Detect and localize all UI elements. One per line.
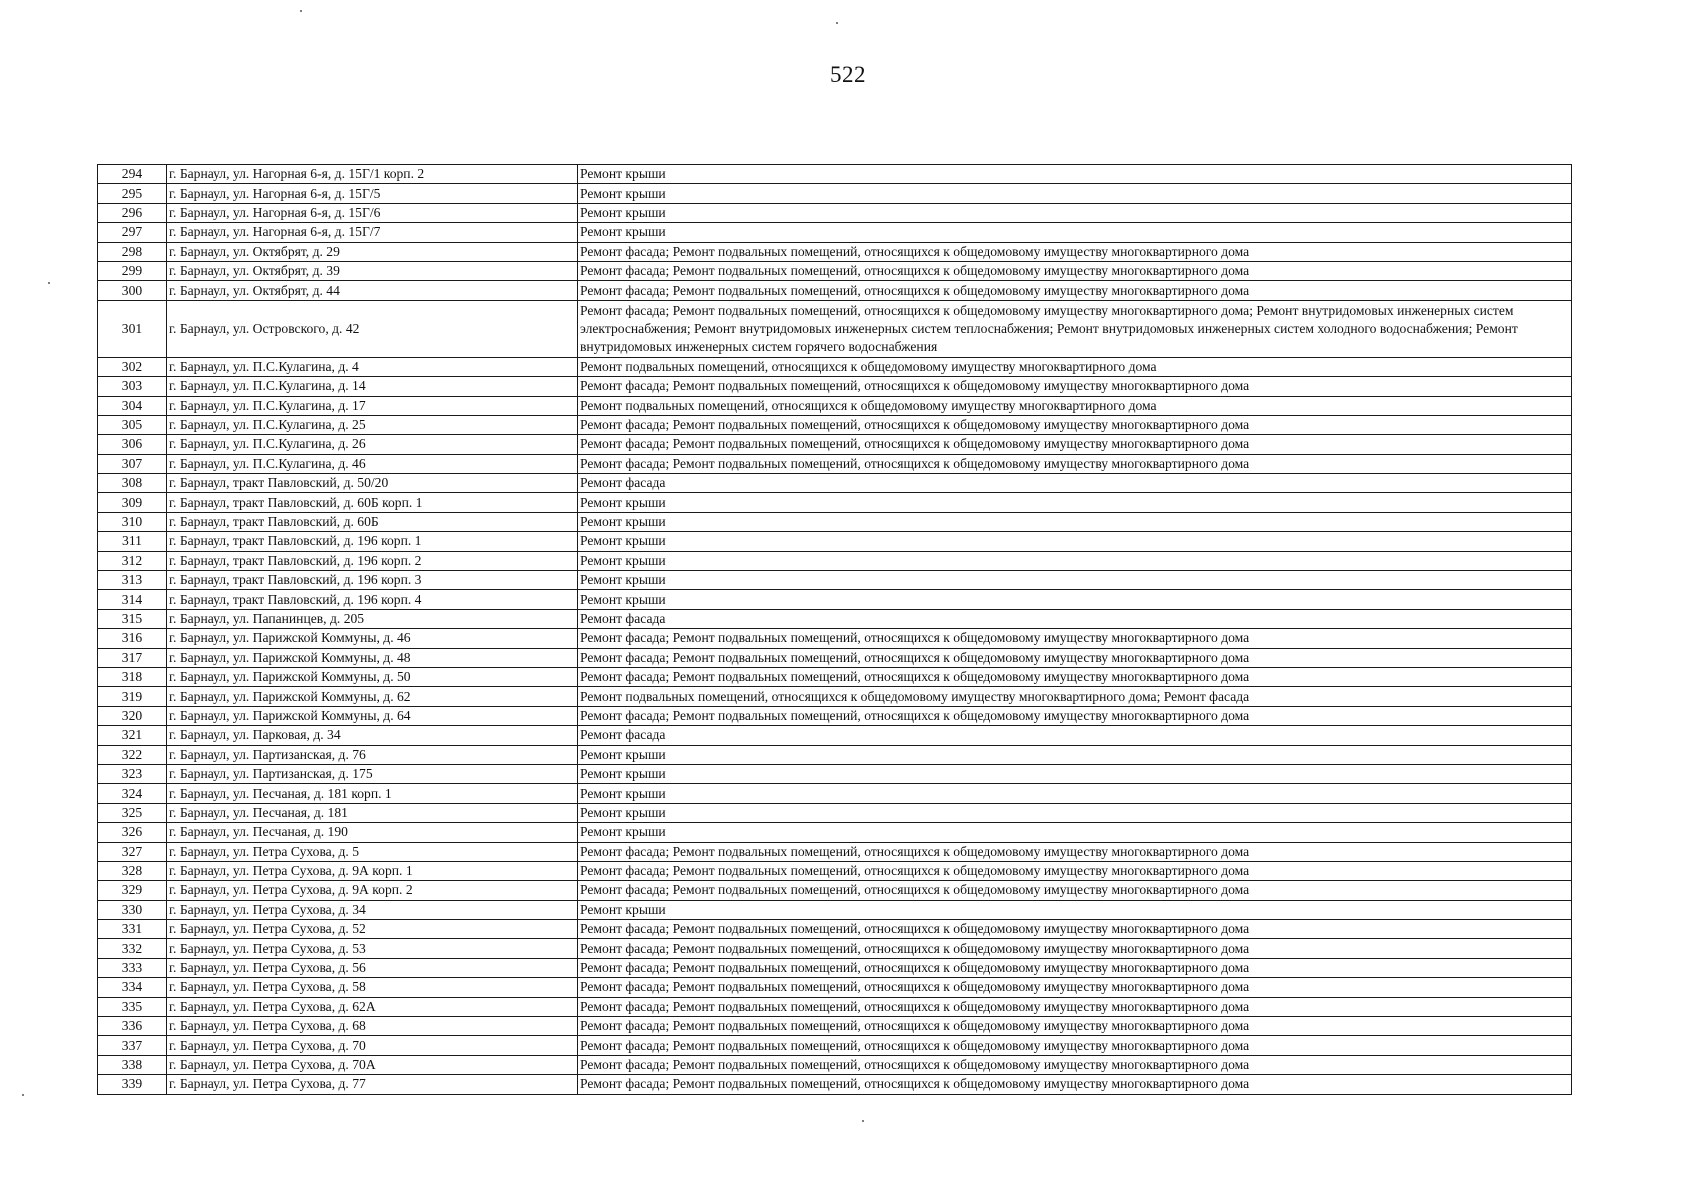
work-type-cell: Ремонт фасада; Ремонт подвальных помещений, относящихся к общедомовому имуществу многоквартирного дома; Ремонт внутридомовых инженерных систем электроснабжения; Ремонт внутридомовых инженерных систем теплоснабжения; Ремонт внутридомовых инженерных систем холодного водоснабжения; Ремонт внутридомовых инженерных систем горячего водоснабжения bbox=[578, 300, 1572, 357]
address-cell: г. Барнаул, ул. Петра Сухова, д. 52 bbox=[167, 920, 578, 939]
work-type-cell: Ремонт крыши bbox=[578, 493, 1572, 512]
table-row bbox=[98, 377, 1572, 396]
address-cell: г. Барнаул, ул. Петра Сухова, д. 9А корп. 2 bbox=[167, 881, 578, 900]
table-row bbox=[98, 242, 1572, 261]
address-cell: г. Барнаул, ул. Парижской Коммуны, д. 46 bbox=[167, 629, 578, 648]
address-cell: г. Барнаул, ул. Парижской Коммуны, д. 48 bbox=[167, 648, 578, 667]
table-row bbox=[98, 745, 1572, 764]
row-number-cell: 322 bbox=[98, 745, 167, 764]
table-row bbox=[98, 861, 1572, 880]
table-row bbox=[98, 764, 1572, 783]
row-number-cell: 320 bbox=[98, 706, 167, 725]
row-number-cell: 325 bbox=[98, 803, 167, 822]
work-type-cell: Ремонт фасада; Ремонт подвальных помещений, относящихся к общедомовому имуществу многоквартирного дома bbox=[578, 958, 1572, 977]
table-row bbox=[98, 300, 1572, 357]
row-number-cell: 324 bbox=[98, 784, 167, 803]
row-number-cell: 326 bbox=[98, 823, 167, 842]
work-type-cell: Ремонт крыши bbox=[578, 512, 1572, 531]
table-row bbox=[98, 203, 1572, 222]
table-row bbox=[98, 223, 1572, 242]
work-type-cell: Ремонт фасада; Ремонт подвальных помещений, относящихся к общедомовому имуществу многоквартирного дома bbox=[578, 920, 1572, 939]
row-number-cell: 337 bbox=[98, 1036, 167, 1055]
table-row bbox=[98, 687, 1572, 706]
work-type-cell: Ремонт фасада; Ремонт подвальных помещений, относящихся к общедомовому имуществу многоквартирного дома bbox=[578, 629, 1572, 648]
table-row bbox=[98, 1036, 1572, 1055]
row-number-cell: 329 bbox=[98, 881, 167, 900]
address-cell: г. Барнаул, ул. П.С.Кулагина, д. 46 bbox=[167, 454, 578, 473]
work-type-cell: Ремонт фасада; Ремонт подвальных помещений, относящихся к общедомовому имуществу многоквартирного дома bbox=[578, 648, 1572, 667]
address-cell: г. Барнаул, ул. Парижской Коммуны, д. 50 bbox=[167, 667, 578, 686]
work-type-cell: Ремонт фасада; Ремонт подвальных помещений, относящихся к общедомовому имуществу многоквартирного дома bbox=[578, 435, 1572, 454]
work-type-cell: Ремонт фасада; Ремонт подвальных помещений, относящихся к общедомовому имуществу многоквартирного дома bbox=[578, 242, 1572, 261]
address-cell: г. Барнаул, ул. П.С.Кулагина, д. 14 bbox=[167, 377, 578, 396]
table-row bbox=[98, 493, 1572, 512]
row-number-cell: 294 bbox=[98, 165, 167, 184]
register-body bbox=[98, 165, 1572, 1095]
table-row bbox=[98, 435, 1572, 454]
work-type-cell: Ремонт крыши bbox=[578, 745, 1572, 764]
address-cell: г. Барнаул, ул. Нагорная 6-я, д. 15Г/5 bbox=[167, 184, 578, 203]
row-number-cell: 332 bbox=[98, 939, 167, 958]
address-cell: г. Барнаул, ул. Партизанская, д. 76 bbox=[167, 745, 578, 764]
row-number-cell: 301 bbox=[98, 300, 167, 357]
address-cell: г. Барнаул, тракт Павловский, д. 60Б bbox=[167, 512, 578, 531]
address-cell: г. Барнаул, ул. Петра Сухова, д. 70А bbox=[167, 1055, 578, 1074]
work-type-cell: Ремонт фасада; Ремонт подвальных помещений, относящихся к общедомовому имуществу многоквартирного дома bbox=[578, 881, 1572, 900]
scan-speck bbox=[862, 1120, 864, 1122]
table-row bbox=[98, 551, 1572, 570]
row-number-cell: 331 bbox=[98, 920, 167, 939]
work-type-cell: Ремонт фасада; Ремонт подвальных помещений, относящихся к общедомовому имуществу многоквартирного дома bbox=[578, 377, 1572, 396]
row-number-cell: 339 bbox=[98, 1075, 167, 1094]
row-number-cell: 335 bbox=[98, 997, 167, 1016]
work-type-cell: Ремонт подвальных помещений, относящихся к общедомовому имуществу многоквартирного дома bbox=[578, 396, 1572, 415]
address-cell: г. Барнаул, ул. Петра Сухова, д. 9А корп. 1 bbox=[167, 861, 578, 880]
scan-speck bbox=[300, 10, 302, 12]
address-cell: г. Барнаул, ул. Петра Сухова, д. 5 bbox=[167, 842, 578, 861]
work-type-cell: Ремонт фасада; Ремонт подвальных помещений, относящихся к общедомовому имуществу многоквартирного дома bbox=[578, 1055, 1572, 1074]
table-row bbox=[98, 1055, 1572, 1074]
work-type-cell: Ремонт фасада; Ремонт подвальных помещений, относящихся к общедомовому имуществу многоквартирного дома bbox=[578, 997, 1572, 1016]
address-cell: г. Барнаул, тракт Павловский, д. 50/20 bbox=[167, 474, 578, 493]
row-number-cell: 307 bbox=[98, 454, 167, 473]
scan-speck bbox=[836, 22, 838, 24]
row-number-cell: 298 bbox=[98, 242, 167, 261]
address-cell: г. Барнаул, ул. Петра Сухова, д. 70 bbox=[167, 1036, 578, 1055]
address-cell: г. Барнаул, ул. Папанинцев, д. 205 bbox=[167, 609, 578, 628]
address-cell: г. Барнаул, ул. Октябрят, д. 39 bbox=[167, 261, 578, 280]
row-number-cell: 323 bbox=[98, 764, 167, 783]
work-type-cell: Ремонт крыши bbox=[578, 223, 1572, 242]
row-number-cell: 296 bbox=[98, 203, 167, 222]
address-cell: г. Барнаул, ул. Песчаная, д. 181 корп. 1 bbox=[167, 784, 578, 803]
address-cell: г. Барнаул, ул. Партизанская, д. 175 bbox=[167, 764, 578, 783]
address-cell: г. Барнаул, тракт Павловский, д. 196 корп. 2 bbox=[167, 551, 578, 570]
page-number: 522 bbox=[830, 62, 866, 87]
row-number-cell: 336 bbox=[98, 1017, 167, 1036]
table-row bbox=[98, 184, 1572, 203]
work-type-cell: Ремонт крыши bbox=[578, 203, 1572, 222]
scan-speck bbox=[22, 1094, 24, 1096]
table-row bbox=[98, 920, 1572, 939]
address-cell: г. Барнаул, тракт Павловский, д. 196 корп. 3 bbox=[167, 571, 578, 590]
row-number-cell: 317 bbox=[98, 648, 167, 667]
work-type-cell: Ремонт фасада bbox=[578, 609, 1572, 628]
row-number-cell: 314 bbox=[98, 590, 167, 609]
row-number-cell: 308 bbox=[98, 474, 167, 493]
table-row bbox=[98, 900, 1572, 919]
work-type-cell: Ремонт крыши bbox=[578, 571, 1572, 590]
table-row bbox=[98, 997, 1572, 1016]
row-number-cell: 304 bbox=[98, 396, 167, 415]
work-type-cell: Ремонт фасада; Ремонт подвальных помещений, относящихся к общедомовому имуществу многоквартирного дома bbox=[578, 1017, 1572, 1036]
scan-speck bbox=[48, 282, 50, 284]
table-row bbox=[98, 842, 1572, 861]
table-row bbox=[98, 648, 1572, 667]
work-type-cell: Ремонт фасада; Ремонт подвальных помещений, относящихся к общедомовому имуществу многоквартирного дома bbox=[578, 978, 1572, 997]
table-row bbox=[98, 978, 1572, 997]
table-row bbox=[98, 706, 1572, 725]
table-row bbox=[98, 784, 1572, 803]
table-row bbox=[98, 165, 1572, 184]
table-row bbox=[98, 939, 1572, 958]
row-number-cell: 321 bbox=[98, 726, 167, 745]
row-number-cell: 334 bbox=[98, 978, 167, 997]
row-number-cell: 313 bbox=[98, 571, 167, 590]
address-cell: г. Барнаул, ул. П.С.Кулагина, д. 17 bbox=[167, 396, 578, 415]
address-cell: г. Барнаул, ул. Песчаная, д. 181 bbox=[167, 803, 578, 822]
address-cell: г. Барнаул, ул. Парижской Коммуны, д. 64 bbox=[167, 706, 578, 725]
work-type-cell: Ремонт фасада; Ремонт подвальных помещений, относящихся к общедомовому имуществу многоквартирного дома bbox=[578, 939, 1572, 958]
work-type-cell: Ремонт крыши bbox=[578, 551, 1572, 570]
work-type-cell: Ремонт фасада; Ремонт подвальных помещений, относящихся к общедомовому имуществу многоквартирного дома bbox=[578, 281, 1572, 300]
table-row bbox=[98, 881, 1572, 900]
address-cell: г. Барнаул, тракт Павловский, д. 60Б корп. 1 bbox=[167, 493, 578, 512]
row-number-cell: 338 bbox=[98, 1055, 167, 1074]
table-row bbox=[98, 454, 1572, 473]
address-cell: г. Барнаул, ул. Островского, д. 42 bbox=[167, 300, 578, 357]
address-cell: г. Барнаул, ул. П.С.Кулагина, д. 4 bbox=[167, 357, 578, 376]
work-type-cell: Ремонт крыши bbox=[578, 823, 1572, 842]
table-row bbox=[98, 726, 1572, 745]
address-cell: г. Барнаул, ул. Октябрят, д. 29 bbox=[167, 242, 578, 261]
work-type-cell: Ремонт крыши bbox=[578, 900, 1572, 919]
address-cell: г. Барнаул, ул. Песчаная, д. 190 bbox=[167, 823, 578, 842]
table-row bbox=[98, 415, 1572, 434]
table-row bbox=[98, 1075, 1572, 1094]
row-number-cell: 310 bbox=[98, 512, 167, 531]
row-number-cell: 299 bbox=[98, 261, 167, 280]
table-row bbox=[98, 1017, 1572, 1036]
table-row bbox=[98, 629, 1572, 648]
address-cell: г. Барнаул, ул. Петра Сухова, д. 53 bbox=[167, 939, 578, 958]
row-number-cell: 315 bbox=[98, 609, 167, 628]
table-row bbox=[98, 609, 1572, 628]
row-number-cell: 316 bbox=[98, 629, 167, 648]
repair-register-table bbox=[97, 164, 1572, 1095]
work-type-cell: Ремонт фасада; Ремонт подвальных помещений, относящихся к общедомовому имуществу многоквартирного дома bbox=[578, 667, 1572, 686]
row-number-cell: 312 bbox=[98, 551, 167, 570]
work-type-cell: Ремонт подвальных помещений, относящихся к общедомовому имуществу многоквартирного дома bbox=[578, 357, 1572, 376]
table-row bbox=[98, 803, 1572, 822]
work-type-cell: Ремонт фасада bbox=[578, 474, 1572, 493]
work-type-cell: Ремонт фасада; Ремонт подвальных помещений, относящихся к общедомовому имуществу многоквартирного дома bbox=[578, 1075, 1572, 1094]
row-number-cell: 328 bbox=[98, 861, 167, 880]
table-row bbox=[98, 590, 1572, 609]
work-type-cell: Ремонт крыши bbox=[578, 764, 1572, 783]
work-type-cell: Ремонт крыши bbox=[578, 590, 1572, 609]
row-number-cell: 306 bbox=[98, 435, 167, 454]
work-type-cell: Ремонт крыши bbox=[578, 165, 1572, 184]
address-cell: г. Барнаул, ул. Нагорная 6-я, д. 15Г/1 корп. 2 bbox=[167, 165, 578, 184]
address-cell: г. Барнаул, ул. Петра Сухова, д. 77 bbox=[167, 1075, 578, 1094]
row-number-cell: 311 bbox=[98, 532, 167, 551]
work-type-cell: Ремонт фасада; Ремонт подвальных помещений, относящихся к общедомовому имуществу многоквартирного дома bbox=[578, 706, 1572, 725]
address-cell: г. Барнаул, ул. Петра Сухова, д. 58 bbox=[167, 978, 578, 997]
table-row bbox=[98, 474, 1572, 493]
work-type-cell: Ремонт крыши bbox=[578, 784, 1572, 803]
address-cell: г. Барнаул, ул. Нагорная 6-я, д. 15Г/7 bbox=[167, 223, 578, 242]
row-number-cell: 327 bbox=[98, 842, 167, 861]
address-cell: г. Барнаул, тракт Павловский, д. 196 корп. 4 bbox=[167, 590, 578, 609]
table-row bbox=[98, 512, 1572, 531]
work-type-cell: Ремонт фасада; Ремонт подвальных помещений, относящихся к общедомовому имуществу многоквартирного дома bbox=[578, 454, 1572, 473]
address-cell: г. Барнаул, ул. Петра Сухова, д. 34 bbox=[167, 900, 578, 919]
table-row bbox=[98, 532, 1572, 551]
address-cell: г. Барнаул, ул. Петра Сухова, д. 62А bbox=[167, 997, 578, 1016]
work-type-cell: Ремонт фасада; Ремонт подвальных помещений, относящихся к общедомовому имуществу многоквартирного дома bbox=[578, 842, 1572, 861]
table-row bbox=[98, 281, 1572, 300]
row-number-cell: 295 bbox=[98, 184, 167, 203]
table-row bbox=[98, 396, 1572, 415]
row-number-cell: 333 bbox=[98, 958, 167, 977]
work-type-cell: Ремонт фасада; Ремонт подвальных помещений, относящихся к общедомовому имуществу многоквартирного дома bbox=[578, 1036, 1572, 1055]
row-number-cell: 297 bbox=[98, 223, 167, 242]
work-type-cell: Ремонт фасада; Ремонт подвальных помещений, относящихся к общедомовому имуществу многоквартирного дома bbox=[578, 415, 1572, 434]
table-row bbox=[98, 261, 1572, 280]
row-number-cell: 303 bbox=[98, 377, 167, 396]
table-row bbox=[98, 571, 1572, 590]
row-number-cell: 309 bbox=[98, 493, 167, 512]
work-type-cell: Ремонт крыши bbox=[578, 803, 1572, 822]
address-cell: г. Барнаул, ул. Петра Сухова, д. 56 bbox=[167, 958, 578, 977]
address-cell: г. Барнаул, ул. Парковая, д. 34 bbox=[167, 726, 578, 745]
address-cell: г. Барнаул, ул. П.С.Кулагина, д. 26 bbox=[167, 435, 578, 454]
work-type-cell: Ремонт подвальных помещений, относящихся к общедомовому имуществу многоквартирного дома; Ремонт фасада bbox=[578, 687, 1572, 706]
work-type-cell: Ремонт крыши bbox=[578, 184, 1572, 203]
table-row bbox=[98, 958, 1572, 977]
table-row bbox=[98, 823, 1572, 842]
address-cell: г. Барнаул, ул. Парижской Коммуны, д. 62 bbox=[167, 687, 578, 706]
row-number-cell: 300 bbox=[98, 281, 167, 300]
row-number-cell: 305 bbox=[98, 415, 167, 434]
work-type-cell: Ремонт крыши bbox=[578, 532, 1572, 551]
address-cell: г. Барнаул, ул. Петра Сухова, д. 68 bbox=[167, 1017, 578, 1036]
address-cell: г. Барнаул, ул. П.С.Кулагина, д. 25 bbox=[167, 415, 578, 434]
address-cell: г. Барнаул, ул. Нагорная 6-я, д. 15Г/6 bbox=[167, 203, 578, 222]
row-number-cell: 302 bbox=[98, 357, 167, 376]
row-number-cell: 318 bbox=[98, 667, 167, 686]
address-cell: г. Барнаул, ул. Октябрят, д. 44 bbox=[167, 281, 578, 300]
table-row bbox=[98, 667, 1572, 686]
work-type-cell: Ремонт фасада; Ремонт подвальных помещений, относящихся к общедомовому имуществу многоквартирного дома bbox=[578, 861, 1572, 880]
work-type-cell: Ремонт фасада; Ремонт подвальных помещений, относящихся к общедомовому имуществу многоквартирного дома bbox=[578, 261, 1572, 280]
row-number-cell: 330 bbox=[98, 900, 167, 919]
address-cell: г. Барнаул, тракт Павловский, д. 196 корп. 1 bbox=[167, 532, 578, 551]
table-row bbox=[98, 357, 1572, 376]
row-number-cell: 319 bbox=[98, 687, 167, 706]
work-type-cell: Ремонт фасада bbox=[578, 726, 1572, 745]
